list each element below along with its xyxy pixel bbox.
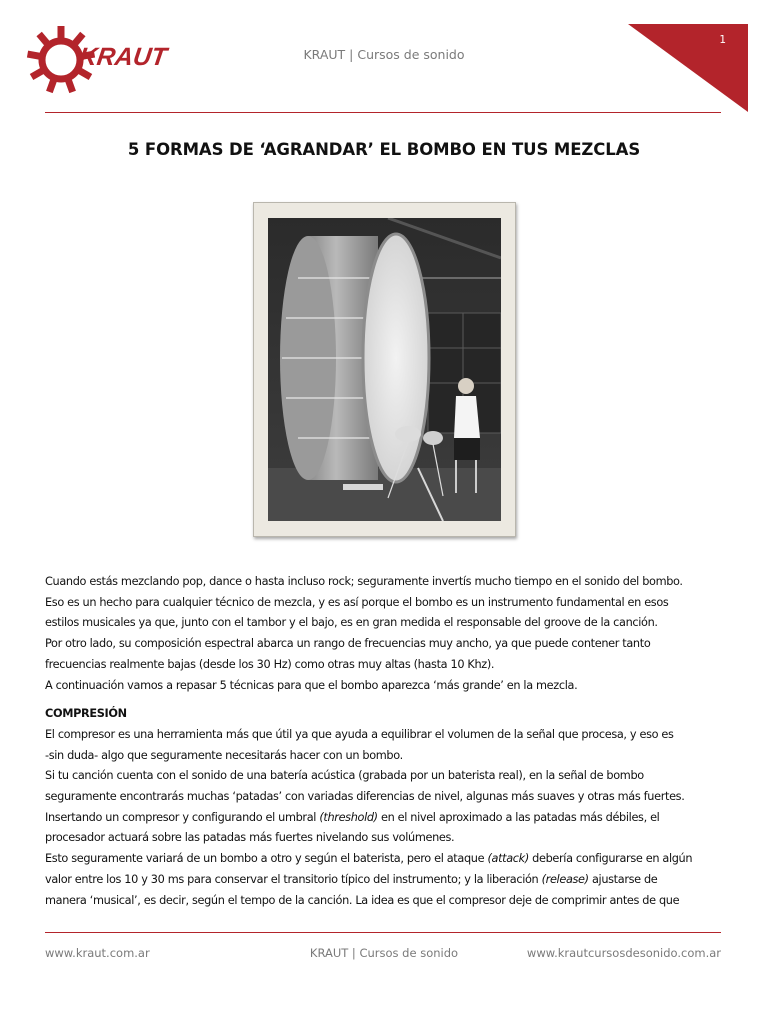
section-line: El compresor es una herramienta más que útil ya que ayuda a equilibrar el volumen de la señal que procesa, y eso es [45, 727, 674, 741]
release-line-post: ajustarse de [588, 872, 658, 886]
intro-line: A continuación vamos a repasar 5 técnicas para que el bombo aparezca ‘más grande’ en la mezcla. [45, 678, 578, 692]
bass-drum-photo [253, 202, 516, 537]
intro-line: Por otro lado, su composición espectral abarca un rango de frecuencias muy ancho, ya que puede contener tanto [45, 637, 651, 651]
section-heading: COMPRESIÓN [45, 707, 127, 721]
footer-link-cursos[interactable]: www.krautcursosdesonido.com.ar [526, 946, 721, 960]
threshold-term: (threshold) [319, 810, 378, 824]
release-line [45, 870, 725, 891]
footer-link-kraut[interactable]: www.kraut.com.ar [45, 946, 150, 960]
logo-wordmark: KRAUT [77, 43, 169, 71]
threshold-line-post: en el nivel aproximado a las patadas más débiles, el [377, 810, 660, 824]
release-line-pre: valor entre los 10 y 30 ms para conservar el transitorio típico del instrumento; y la liberación [45, 872, 542, 886]
attack-line-post: debería configurarse en algún [528, 852, 693, 866]
intro-line: Cuando estás mezclando pop, dance o hasta incluso rock; seguramente invertís mucho tiempo en el sonido del bombo. [45, 575, 683, 588]
threshold-line [45, 808, 725, 829]
page-number: 1 [719, 34, 726, 46]
footer-title: KRAUT | Cursos de sonido [309, 946, 459, 960]
header-divider [45, 112, 721, 113]
intro-line: estilos musicales ya que, junto con el tambor y el bajo, es en gran medida el responsable del groove de la canción. [45, 616, 658, 630]
section-line: -sin duda- algo que seguramente necesitarás hacer con un bombo. [45, 748, 403, 762]
section-line: seguramente encontrarás muchas ‘patadas’ con variadas diferencias de nivel, algunas más suaves y otras más fuertes. [45, 790, 685, 804]
intro-line: frecuencias realmente bajas (desde los 30 Hz) como otras muy altas (hasta 10 Khz). [45, 657, 495, 671]
article-body [45, 572, 725, 911]
section-line: procesador actuará sobre las patadas más fuertes nivelando sus volúmenes. [45, 831, 455, 845]
section-line: Si tu canción cuenta con el sonido de una batería acústica (grabada por un baterista real), en la señal de bombo [45, 769, 644, 783]
section-line: manera ‘musical’, es decir, según el tempo de la canción. La idea es que el compresor deje de comprimir antes de que [45, 893, 680, 907]
article-title: 5 FORMAS DE ‘AGRANDAR’ EL BOMBO EN TUS MEZCLAS [127, 140, 641, 159]
release-term: (release) [541, 872, 589, 886]
footer-divider [45, 932, 721, 933]
intro-line: Eso es un hecho para cualquier técnico de mezcla, y es así porque el bombo es un instrumento fundamental en esos [45, 595, 669, 609]
attack-term: (attack) [487, 852, 529, 866]
threshold-line-pre: Insertando un compresor y configurando el umbral [45, 810, 320, 824]
attack-line-pre: Esto seguramente variará de un bombo a otro y según el baterista, pero el ataque [45, 852, 488, 866]
header-title: KRAUT | Cursos de sonido [303, 47, 465, 62]
attack-line [45, 849, 725, 870]
corner-ribbon [628, 24, 748, 112]
